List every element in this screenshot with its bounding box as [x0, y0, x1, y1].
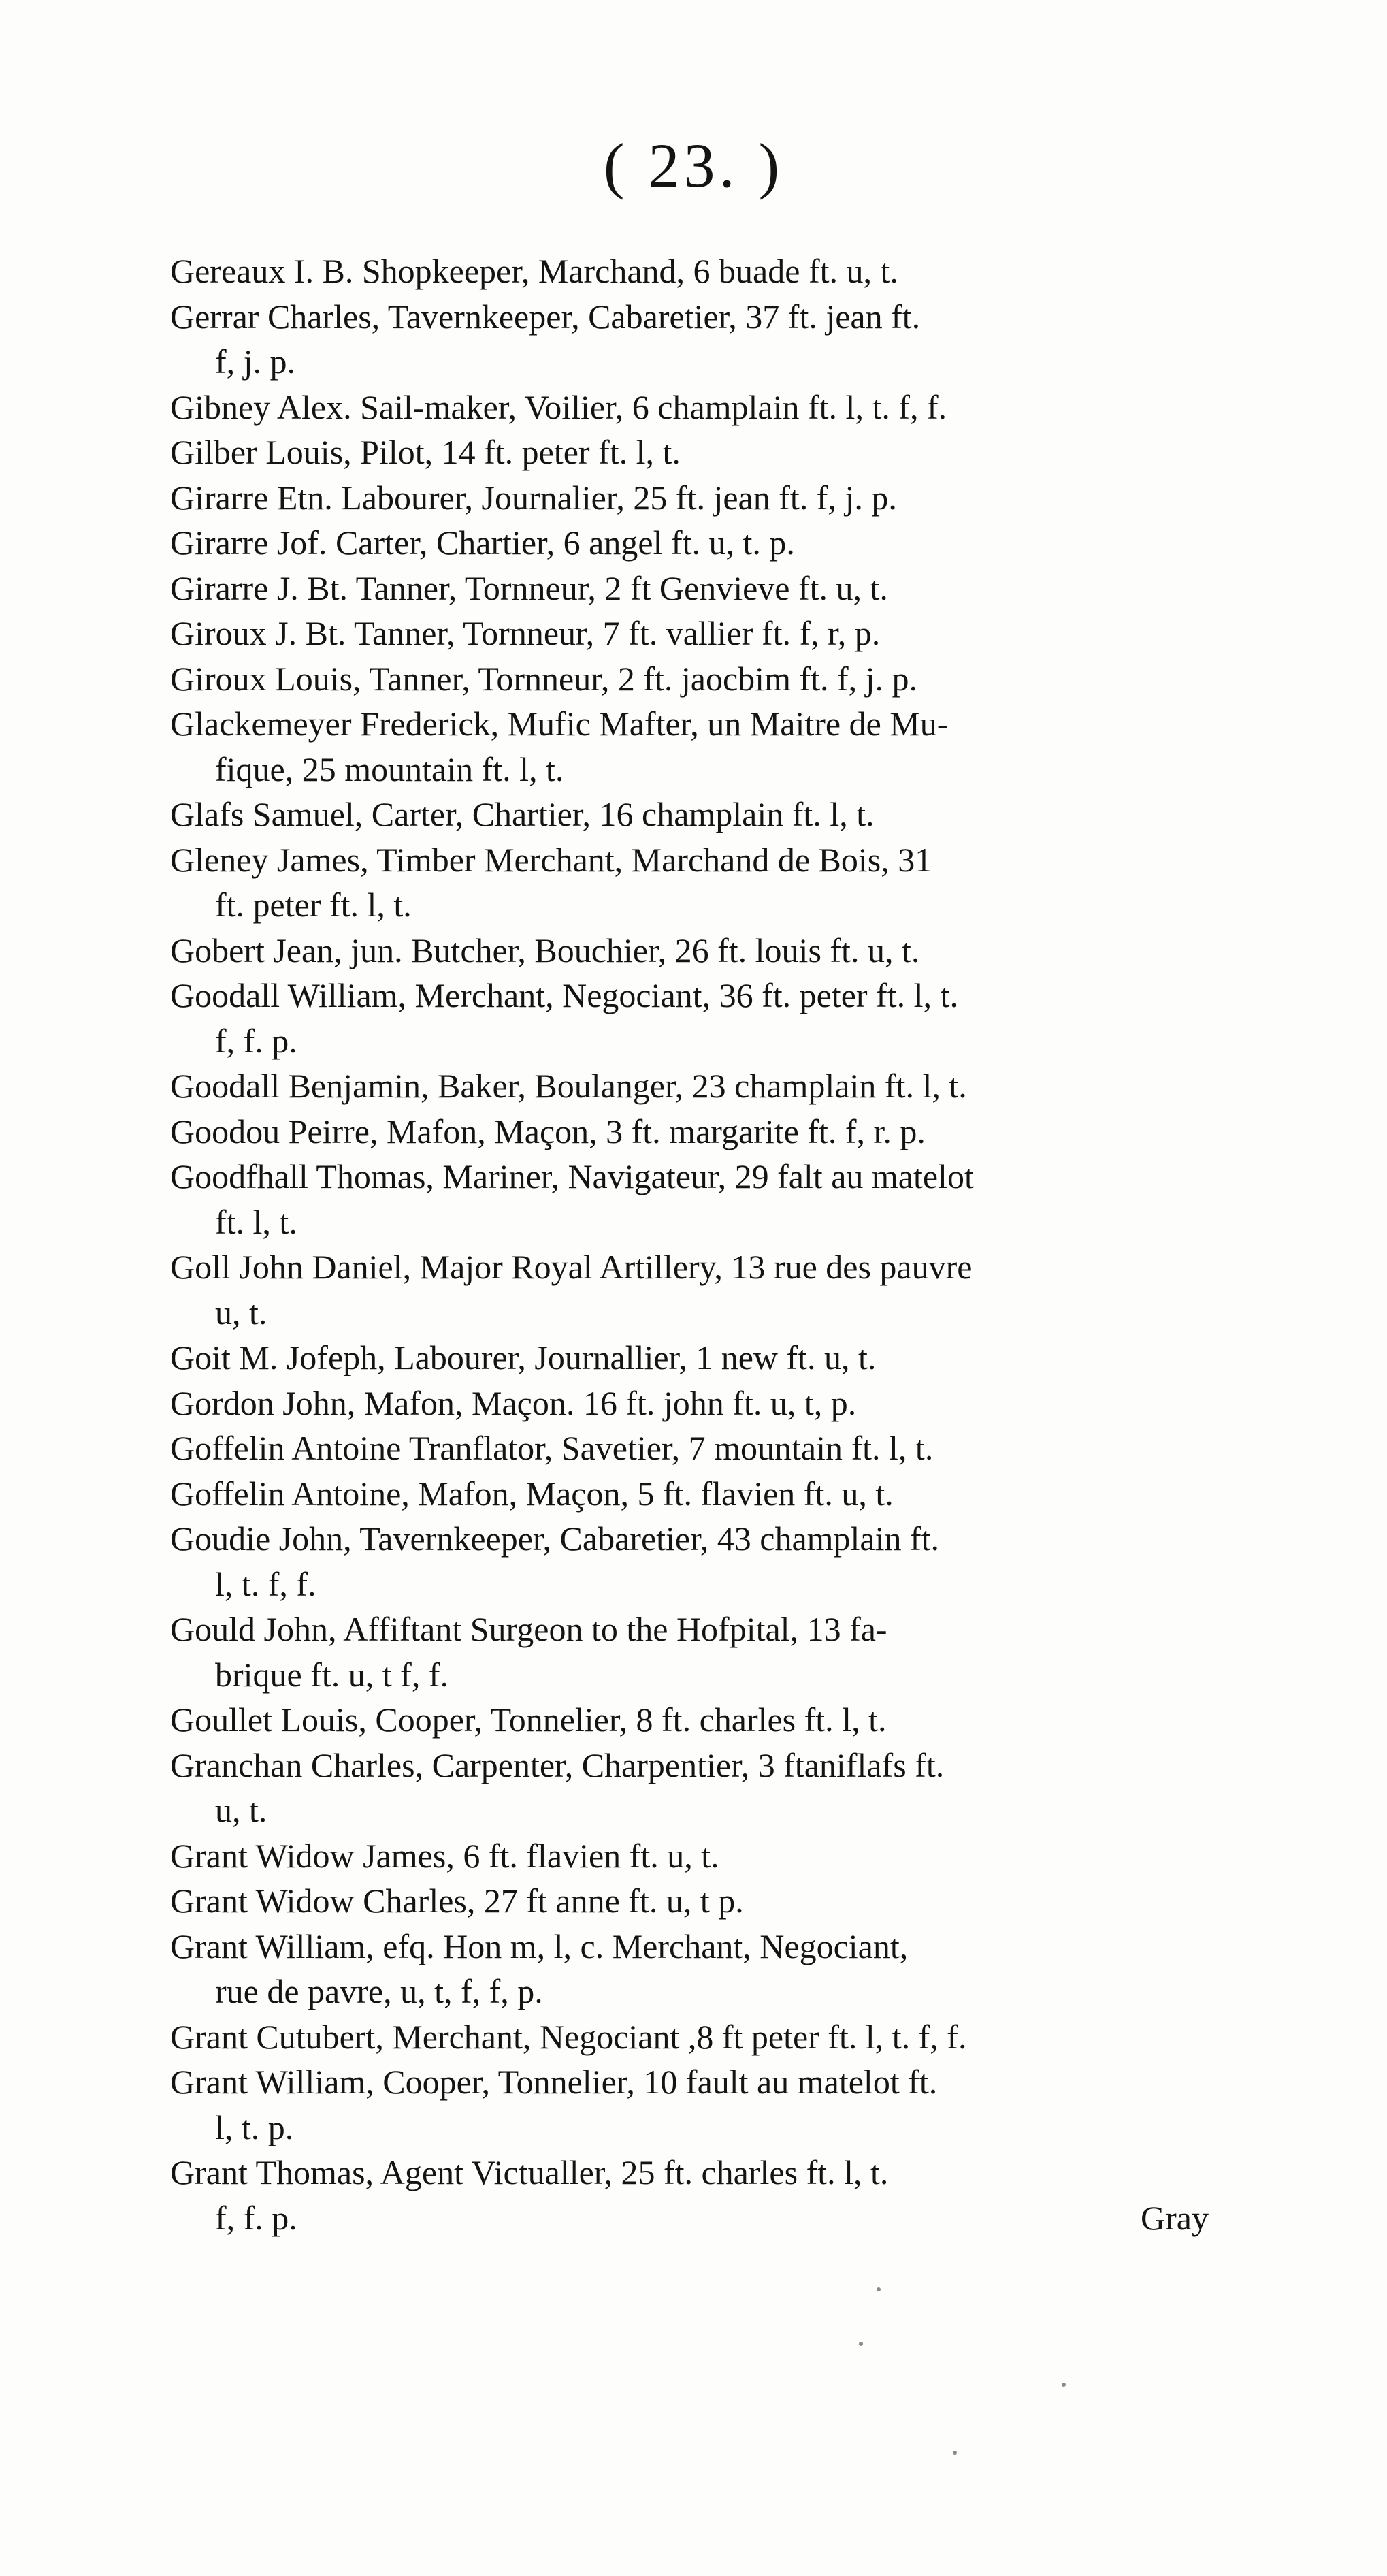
directory-entry — [170, 248, 1218, 294]
entry-line: Granchan Charles, Carpenter, Charpentier, 3 ftaniflafs ft. — [170, 1745, 945, 1784]
entry-continuation-line: fique, 25 mountain ft. l, t. — [215, 750, 564, 788]
entry-continuation-line: u, t. — [215, 1791, 267, 1829]
entry-line: Glafs Samuel, Carter, Chartier, 16 champlain ft. l, t. — [170, 795, 875, 833]
directory-entry — [170, 1109, 1218, 1155]
entry-line: Girarre Etn. Labourer, Journalier, 25 ft. jean ft. f, j. p. — [170, 478, 897, 517]
entry-continuation-line: l, t. f, f. — [215, 1564, 316, 1603]
entry-line: Gleney James, Timber Merchant, Marchand de Bois, 31 — [170, 840, 932, 879]
entry-continuation-line: u, t. — [215, 1293, 267, 1332]
directory-entry — [170, 1426, 1218, 1471]
directory-entry — [170, 2150, 1218, 2240]
directory-entry — [170, 1154, 1218, 1244]
ink-speck — [1062, 2383, 1066, 2387]
entry-continuation-line: brique ft. u, t f, f. — [215, 1655, 448, 1694]
catchword: Gray — [1141, 2198, 1209, 2237]
directory-entry — [170, 1924, 1218, 2014]
entry-continuation-line: ft. l, t. — [215, 1202, 297, 1241]
entry-continuation-line: l, t. p. — [215, 2108, 294, 2146]
page-number: ( 23. ) — [603, 131, 784, 200]
directory-entry — [170, 1335, 1218, 1381]
entry-line: Girarre J. Bt. Tanner, Tornneur, 2 ft Genvieve ft. u, t. — [170, 568, 888, 607]
entry-continuation-line: f, f. p. — [215, 2198, 297, 2237]
directory-entry — [170, 1471, 1218, 1517]
entry-line: Grant Thomas, Agent Victualler, 25 ft. charles ft. l, t. — [170, 2153, 889, 2191]
entry-line: Giroux J. Bt. Tanner, Tornneur, 7 ft. vallier ft. f, r, p. — [170, 614, 881, 652]
entry-line: Gordon John, Mafon, Maçon. 16 ft. john ft. u, t, p. — [170, 1383, 857, 1422]
directory-entry — [170, 1063, 1218, 1109]
directory-entry — [170, 1607, 1218, 1697]
directory-entry — [170, 294, 1218, 385]
entry-line: Gould John, Affiftant Surgeon to the Hofpital, 13 fa- — [170, 1610, 887, 1648]
directory-entry — [170, 656, 1218, 702]
entry-line: Gobert Jean, jun. Butcher, Bouchier, 26 ft. louis ft. u, t. — [170, 931, 920, 969]
entry-line: Gilber Louis, Pilot, 14 ft. peter ft. l, t. — [170, 433, 681, 471]
directory-entry — [170, 701, 1218, 792]
directory-entry — [170, 475, 1218, 521]
entry-line: Goullet Louis, Cooper, Tonnelier, 8 ft. charles ft. l, t. — [170, 1701, 887, 1739]
directory-entry — [170, 928, 1218, 973]
entry-line: Goodfhall Thomas, Mariner, Navigateur, 29 falt au matelot — [170, 1157, 974, 1195]
entry-line: Grant William, efq. Hon m, l, c. Merchant, Negociant, — [170, 1927, 909, 1965]
entry-line: Gibney Alex. Sail-maker, Voilier, 6 champlain ft. l, t. f, f. — [170, 387, 947, 426]
entry-line: Goll John Daniel, Major Royal Artillery, 13 rue des pauvre — [170, 1248, 973, 1286]
ink-speck — [877, 2287, 881, 2291]
entry-line: Grant Widow James, 6 ft. flavien ft. u, t. — [170, 1836, 719, 1875]
final-line — [170, 2195, 1218, 2241]
entry-line: Glackemeyer Frederick, Mufic Mafter, un Maitre de Mu- — [170, 705, 949, 743]
directory-entry — [170, 520, 1218, 566]
entry-line: Gereaux I. B. Shopkeeper, Marchand, 6 buade ft. u, t. — [170, 252, 898, 290]
directory-entry — [170, 2014, 1218, 2060]
ink-speck — [859, 2342, 863, 2346]
directory-entry — [170, 1878, 1218, 1924]
directory-entry — [170, 837, 1218, 928]
directory-entry — [170, 1833, 1218, 1879]
entry-line: Grant Widow Charles, 27 ft anne ft. u, t p. — [170, 1882, 744, 1920]
directory-entry — [170, 566, 1218, 611]
directory-entry — [170, 1697, 1218, 1743]
directory-entry — [170, 385, 1218, 430]
directory-entry — [170, 973, 1218, 1063]
entry-line: Goudie John, Tavernkeeper, Cabaretier, 43 champlain ft. — [170, 1519, 940, 1558]
entry-continuation-line: f, j. p. — [215, 342, 296, 381]
directory-entry — [170, 1743, 1218, 1833]
entry-line: Grant Cutubert, Merchant, Negociant ,8 ft peter ft. l, t. f, f. — [170, 2017, 967, 2056]
entry-continuation-line: ft. peter ft. l, t. — [215, 886, 412, 924]
entry-continuation-line: f, f. p. — [215, 1021, 297, 1060]
entry-line: Gerrar Charles, Tavernkeeper, Cabaretier, 37 ft. jean ft. — [170, 297, 921, 336]
ink-speck — [953, 2451, 957, 2455]
entry-line: Goffelin Antoine, Mafon, Maçon, 5 ft. flavien ft. u, t. — [170, 1474, 894, 1513]
entry-line: Goodou Peirre, Mafon, Maçon, 3 ft. margarite ft. f, r. p. — [170, 1112, 926, 1150]
entry-line: Goodall Benjamin, Baker, Boulanger, 23 champlain ft. l, t. — [170, 1067, 967, 1105]
directory-entry — [170, 611, 1218, 656]
directory-entry — [170, 1244, 1218, 1335]
directory-entry — [170, 2059, 1218, 2150]
entry-line: Grant William, Cooper, Tonnelier, 10 fault au matelot ft. — [170, 2063, 938, 2101]
directory-entry — [170, 792, 1218, 837]
directory-entry — [170, 1381, 1218, 1426]
entry-line: Goodall William, Merchant, Negociant, 36 ft. peter ft. l, t. — [170, 976, 958, 1014]
entry-line: Goffelin Antoine Tranflator, Savetier, 7 mountain ft. l, t. — [170, 1429, 934, 1467]
directory-entries — [170, 248, 1218, 2240]
entry-continuation-line: rue de pavre, u, t, f, f, p. — [215, 1972, 543, 2010]
entry-line: Goit M. Jofeph, Labourer, Journallier, 1 new ft. u, t. — [170, 1338, 877, 1376]
entry-line: Girarre Jof. Carter, Chartier, 6 angel ft. u, t. p. — [170, 524, 795, 562]
entry-line: Giroux Louis, Tanner, Tornneur, 2 ft. jaocbim ft. f, j. p. — [170, 659, 918, 698]
directory-entry — [170, 1516, 1218, 1607]
directory-entry — [170, 430, 1218, 475]
